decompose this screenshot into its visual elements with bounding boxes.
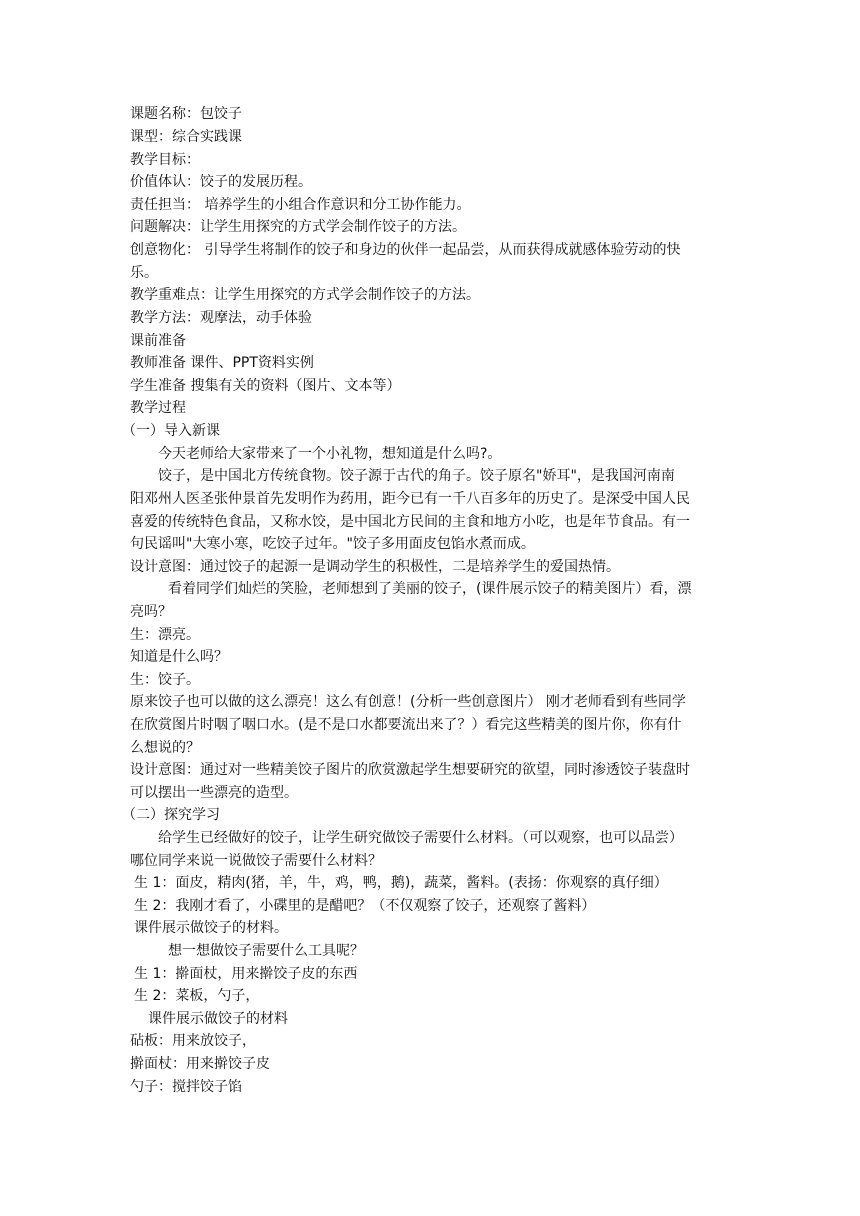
section-heading: （一）导入新课	[122, 423, 220, 439]
text-line: 教学重难点：让学生用探究的方式学会制作饺子的方法。	[130, 287, 480, 303]
text-line: 课前准备	[130, 333, 186, 349]
text-line: 教学目标：	[130, 152, 200, 168]
text-line: 生 1：擀面杖，用来擀饺子皮的东西	[134, 966, 358, 982]
text-line: 么想说的？	[130, 740, 200, 756]
text-line: 给学生已经做好的饺子，让学生研究做饺子需要什么材料。（可以观察，也可以品尝）	[158, 830, 683, 846]
text-line: 生 1：面皮，精肉(猪，羊，牛，鸡，鸭，鹅)，蔬菜，酱料。(表扬：你观察的真仔细）	[134, 875, 668, 891]
text-line: 阳邓州人医圣张仲景首先发明作为药用，距今已有一千八百多年的历史了。是深受中国人民	[130, 491, 690, 507]
text-line: 课型：综合实践课	[130, 129, 242, 145]
text-line: 原来饺子也可以做的这么漂亮！这么有创意！(分析一些创意图片） 刚才老师看到有些同学	[130, 694, 686, 710]
text-line: 生：饺子。	[130, 672, 200, 688]
text-line: 生 2：菜板，勺子，	[134, 988, 260, 1004]
text-line: 课件展示做饺子的材料。	[134, 920, 288, 936]
text-line: 价值体认：饺子的发展历程。	[130, 174, 312, 190]
section-heading: （二）探究学习	[122, 807, 220, 823]
text-line: 句民谣叫"大寒小寒，吃饺子过年。"饺子多用面皮包馅水煮而成。	[130, 536, 535, 552]
text-line: 教师准备 课件、PPT资料实例	[130, 355, 314, 371]
text-line: 在欣赏图片时咽了咽口水。(是不是口水都要流出来了？）看完这些精美的图片你，你有什	[130, 717, 682, 733]
text-line: 喜爱的传统特色食品，又称水饺，是中国北方民间的主食和地方小吃，也是年节食品。有一	[130, 514, 690, 530]
text-line: 责任担当： 培养学生的小组合作意识和分工协作能力。	[130, 197, 471, 213]
text-line: 课件展示做饺子的材料	[148, 1011, 288, 1027]
text-line: 课题名称：包饺子	[130, 106, 242, 122]
text-line: 设计意图：通过对一些精美饺子图片的欣赏激起学生想要研究的欲望，同时渗透饺子装盘时	[130, 762, 690, 778]
text-line: 知道是什么吗？	[130, 649, 228, 665]
text-line: 教学方法：观摩法，动手体验	[130, 310, 312, 326]
text-line: 学生准备 搜集有关的资料（图片、文本等）	[130, 378, 401, 394]
text-line: 想一想做饺子需要什么工具呢？	[168, 943, 364, 959]
text-line: 亮吗？	[130, 604, 172, 620]
text-line: 生 2：我刚才看了，小碟里的是醋吧？（不仅观察了饺子，还观察了酱料）	[134, 898, 596, 914]
text-line: 哪位同学来说一说做饺子需要什么材料？	[130, 853, 382, 869]
text-line: 饺子，是中国北方传统食物。饺子源于古代的角子。饺子原名"娇耳"，是我国河南南	[158, 468, 675, 484]
text-line: 擀面杖：用来擀饺子皮	[130, 1056, 270, 1072]
text-line: 今天老师给大家带来了一个小礼物，想知道是什么吗?。	[158, 446, 502, 462]
text-line: 生：漂亮。	[130, 627, 200, 643]
text-line: 问题解决：让学生用探究的方式学会制作饺子的方法。	[130, 219, 466, 235]
text-line: 勺子：搅拌饺子馅	[130, 1079, 242, 1095]
text-line: 乐。	[130, 265, 158, 281]
text-line: 看着同学们灿烂的笑脸，老师想到了美丽的饺子，(课件展示饺子的精美图片）看，漂	[168, 581, 692, 597]
text-line: 可以摆出一些漂亮的造型。	[130, 785, 298, 801]
text-line: 创意物化： 引导学生将制作的饺子和身边的伙伴一起品尝，从而获得成就感体验劳动的快	[130, 242, 681, 258]
text-line: 砧板：用来放饺子，	[130, 1033, 256, 1049]
text-line: 教学过程	[130, 400, 186, 416]
text-line: 设计意图：通过饺子的起源一是调动学生的积极性，二是培养学生的爱国热情。	[130, 559, 620, 575]
